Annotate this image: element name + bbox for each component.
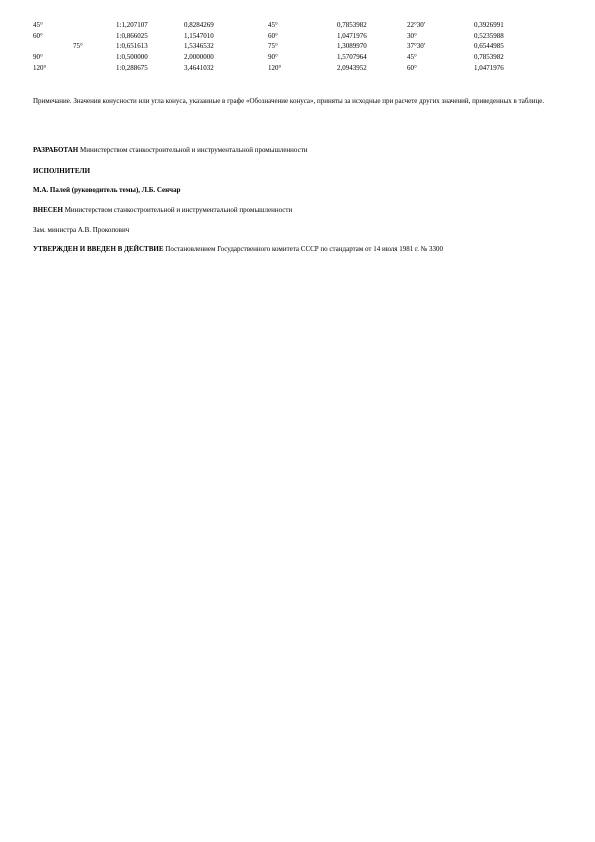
cone-designation-cell: 90° [33,53,43,62]
table-row [0,20,595,31]
half-angle-cell: 30° [407,31,417,40]
half-angle-cell: 22°30' [407,21,426,29]
cone-angle-cell: 75° [268,42,278,51]
introduced-paragraph [33,205,561,216]
cone-angle-rad-cell: 2,0943952 [337,63,367,72]
table-row [0,41,595,52]
half-angle-cell: 45° [407,53,417,62]
executors-label: ИСПОЛНИТЕЛИ [33,167,91,175]
deputy-minister-line: Зам. министра А.В. Прокопович [33,226,130,234]
taper-ratio-cell: 1:0,500000 [116,53,148,62]
cone-angle-rad-cell: 1,5707964 [337,53,367,62]
approved-label: УТВЕРЖДЕН И ВВЕДЕН В ДЕЙСТВИЕ [33,245,164,253]
table-note: Примечание. Значения конусности или угла конуса, указанные в графе «Обозначение конуса», приняты за исходные при расчете других значений, приведенных в таблице. [33,97,545,105]
taper-value-cell: 1,5346532 [184,42,214,51]
introduced-label: ВНЕСЕН [33,206,63,214]
taper-value-cell: 1,1547010 [184,31,214,40]
table-row [0,31,595,42]
half-angle-rad-cell: 0,6544985 [474,42,504,51]
approved-text: Постановлением Государственного комитета СССР по стандартам от 14 июля 1981 г. № 3300 [163,245,444,253]
taper-value-cell: 0,8284269 [184,21,214,29]
half-angle-rad-cell: 0,7853982 [474,53,504,62]
cone-angle-rad-cell: 1,0471976 [337,31,367,40]
developed-paragraph [33,145,561,156]
taper-ratio-cell: 1:0,651613 [116,42,148,51]
cone-angle-cell: 120° [268,63,282,72]
taper-value-cell: 3,4641032 [184,63,214,72]
cone-designation-cell: 120° [33,63,47,72]
cone-angle-rad-cell: 1,3089970 [337,42,367,51]
cone-angle-cell: 90° [268,53,278,62]
cone-angle-rad-cell: 0,7853982 [337,21,367,29]
cone-angle-cell: 45° [268,21,278,29]
table-row [0,52,595,63]
developed-label: РАЗРАБОТАН [33,146,79,154]
executors-names: М.А. Палей (руководитель темы), Л.Б. Сенчар [33,186,181,194]
cone-designation-cell: 75° [73,42,83,51]
cone-table [0,20,595,73]
introduced-text: Министерством станкостроительной и инструментальной промышленности [62,206,293,214]
taper-ratio-cell: 1:0,866025 [116,31,148,40]
table-row [0,63,595,74]
taper-value-cell: 2,0000000 [184,53,214,62]
developed-text: Министерством станкостроительной и инструментальной промышленности [78,146,308,154]
taper-ratio-cell: 1:0,288675 [116,63,148,72]
half-angle-rad-cell: 1,0471976 [474,63,504,72]
taper-ratio-cell: 1:1,207107 [116,21,148,29]
half-angle-rad-cell: 0,5235988 [474,31,504,40]
half-angle-rad-cell: 0,3926991 [474,21,504,29]
half-angle-cell: 60° [407,63,417,72]
cone-designation-cell: 60° [33,31,43,40]
half-angle-cell: 37°30' [407,42,426,51]
cone-designation-cell: 45° [33,21,43,29]
cone-angle-cell: 60° [268,31,278,40]
approved-paragraph [33,244,561,255]
